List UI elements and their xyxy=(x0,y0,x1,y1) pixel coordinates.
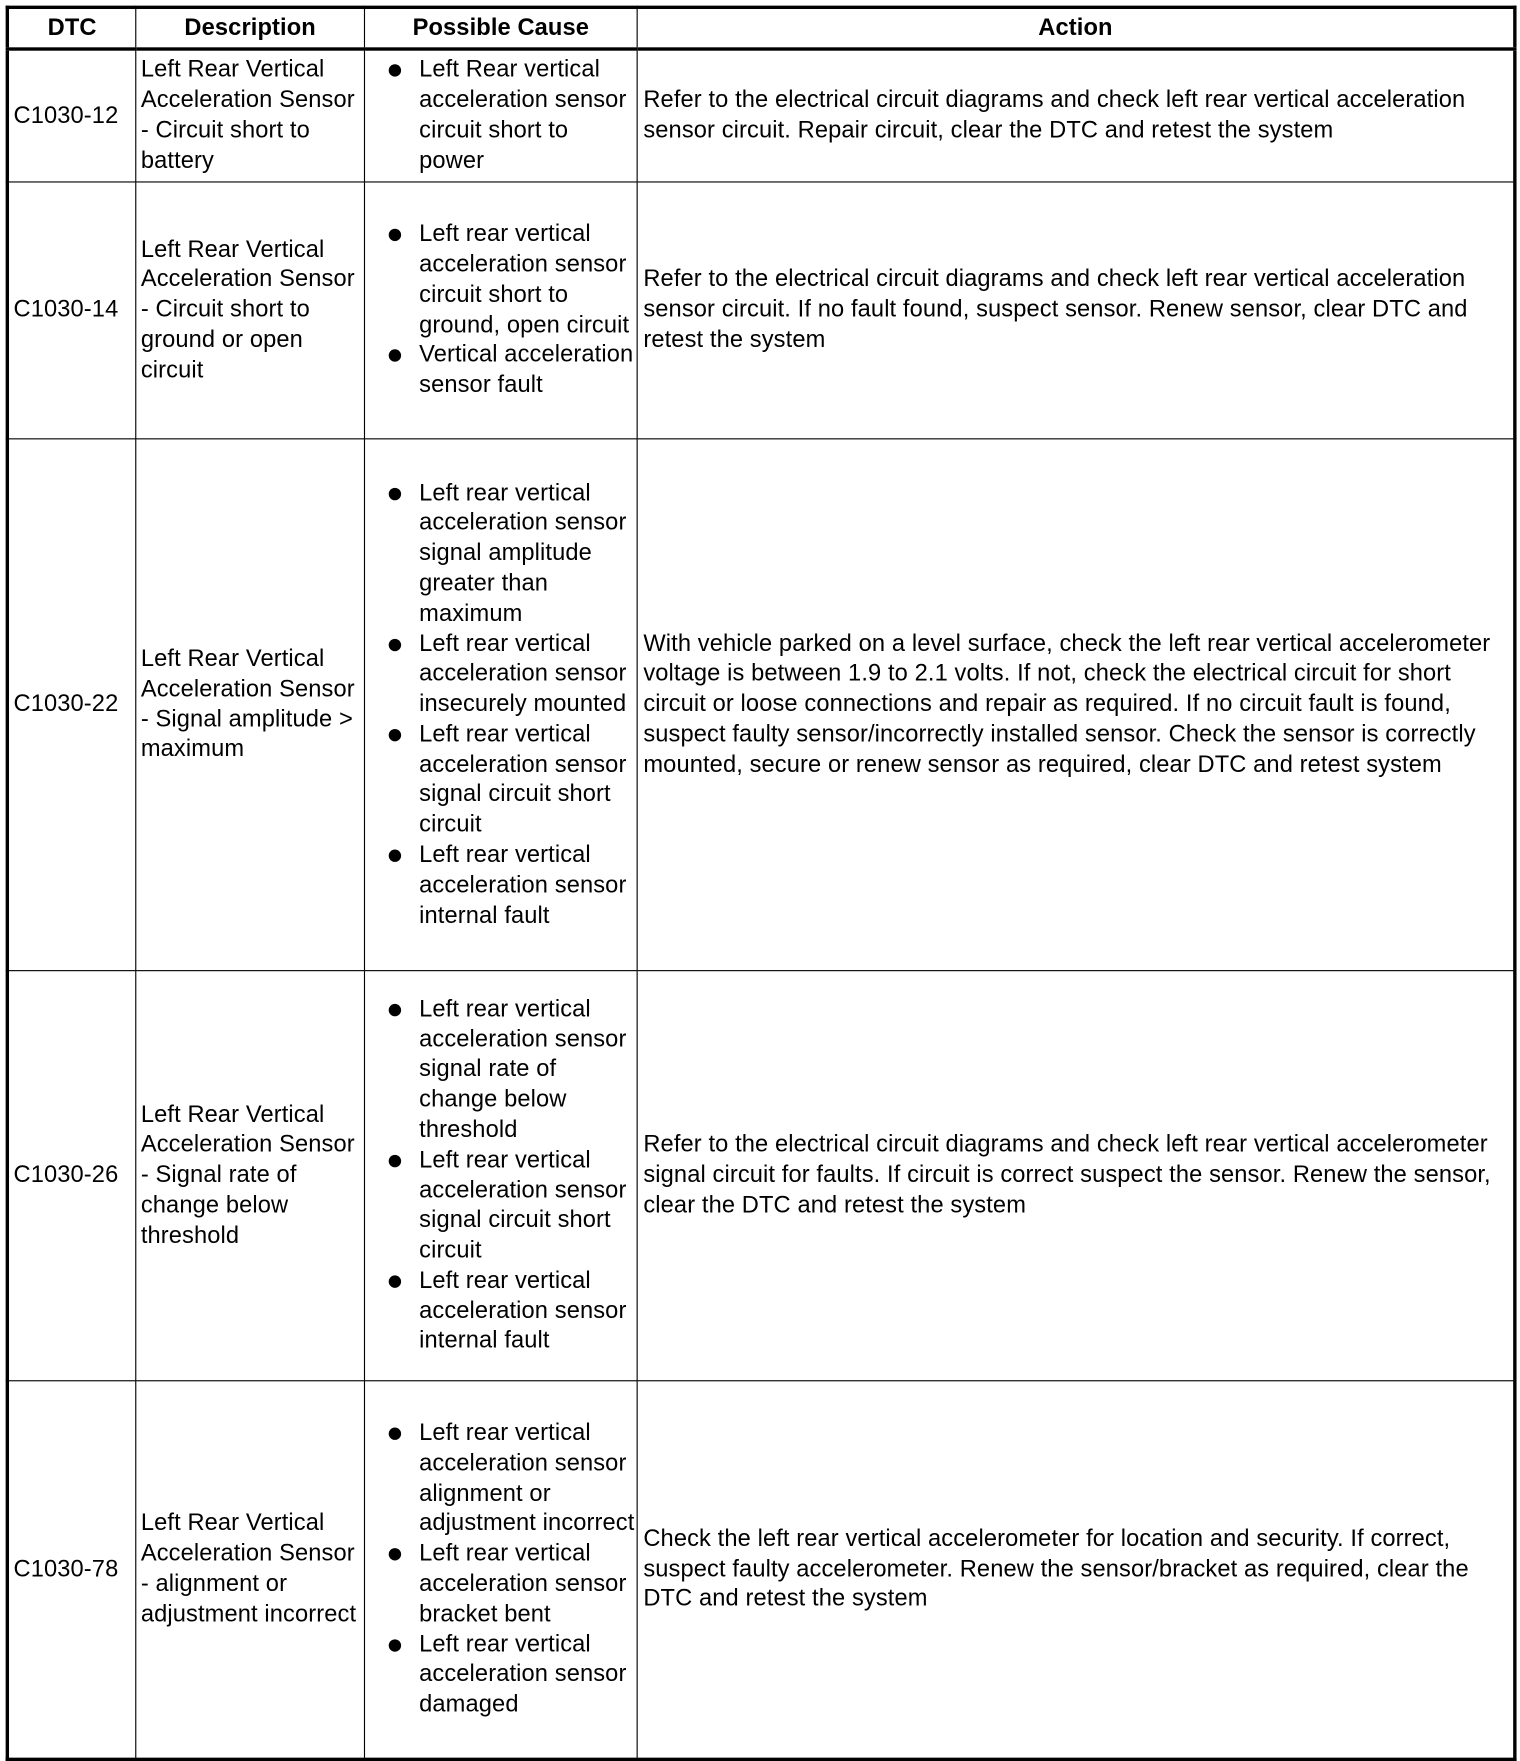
bullet-icon xyxy=(389,1639,401,1651)
table-row xyxy=(7,971,1515,1381)
table-header-row xyxy=(7,7,1515,49)
action-text: Check the left rear vertical accelerometer for location and security. If correct, suspect faulty accelerometer. Renew the sensor/bracket as required, clear the DTC and retest the system xyxy=(637,1381,1515,1760)
dtc-description: Left Rear Vertical Acceleration Sensor - alignment or adjustment incorrect xyxy=(136,1381,365,1760)
cause-item xyxy=(365,1266,637,1357)
bullet-icon xyxy=(389,729,401,741)
cause-item xyxy=(365,1630,637,1721)
cause-list xyxy=(365,992,637,1359)
dtc-description: Left Rear Vertical Acceleration Sensor - Circuit short to ground or open circuit xyxy=(136,182,365,439)
cause-item xyxy=(365,478,637,629)
cause-text: Left rear vertical acceleration sensor signal circuit short circuit xyxy=(419,1146,627,1264)
possible-cause-cell xyxy=(364,1381,637,1760)
dtc-code: C1030-12 xyxy=(7,49,135,182)
bullet-icon xyxy=(389,65,401,77)
action-text: With vehicle parked on a level surface, check the left rear vertical accelerometer voltage is between 1.9 to 2.1 volts. If not, check the electrical circuit for short circuit or loose connections and repair as required. If no circuit fault is found, suspect faulty sensor/incorrectly installed sensor. Check the sensor is correctly mounted, secure or renew sensor as required, clear DTC and retest system xyxy=(637,439,1515,971)
dtc-table xyxy=(6,6,1517,1761)
cause-text: Left rear vertical acceleration sensor internal fault xyxy=(419,1267,627,1354)
action-text: Refer to the electrical circuit diagrams and check left rear vertical acceleration sensor circuit. If no fault found, suspect sensor. Renew sensor, clear DTC and retest the system xyxy=(637,182,1515,439)
bullet-icon xyxy=(389,229,401,241)
cause-item xyxy=(365,341,637,401)
cause-item xyxy=(365,1539,637,1630)
table-row xyxy=(7,182,1515,439)
cause-text: Left rear vertical acceleration sensor internal fault xyxy=(419,841,627,929)
cause-list xyxy=(365,218,637,404)
bullet-icon xyxy=(389,850,401,862)
cause-text: Left rear vertical acceleration sensor bracket bent xyxy=(419,1540,627,1627)
header-description: Description xyxy=(136,7,365,49)
header-dtc: DTC xyxy=(7,7,135,49)
cause-item xyxy=(365,629,637,720)
table-row xyxy=(7,1381,1515,1760)
dtc-code: C1030-78 xyxy=(7,1381,135,1760)
dtc-description: Left Rear Vertical Acceleration Sensor - Signal amplitude > maximum xyxy=(136,439,365,971)
cause-text: Vertical acceleration sensor fault xyxy=(419,341,634,398)
cause-list xyxy=(365,476,637,933)
bullet-icon xyxy=(389,487,401,499)
cause-list xyxy=(365,53,637,178)
cause-text: Left rear vertical acceleration sensor signal rate of change below threshold xyxy=(419,995,627,1143)
possible-cause-cell xyxy=(364,971,637,1381)
cause-item xyxy=(365,995,637,1146)
bullet-icon xyxy=(389,1155,401,1167)
bullet-icon xyxy=(389,1548,401,1560)
cause-text: Left rear vertical acceleration sensor damaged xyxy=(419,1631,627,1718)
cause-item xyxy=(365,841,637,932)
table-row xyxy=(7,439,1515,971)
cause-text: Left rear vertical acceleration sensor signal amplitude greater than maximum xyxy=(419,479,627,627)
header-possible-cause: Possible Cause xyxy=(364,7,637,49)
bullet-icon xyxy=(389,1004,401,1016)
cause-text: Left rear vertical acceleration sensor alignment or adjustment incorrect xyxy=(419,1419,635,1537)
cause-item xyxy=(365,720,637,841)
bullet-icon xyxy=(389,1428,401,1440)
cause-item xyxy=(365,1146,637,1267)
dtc-description: Left Rear Vertical Acceleration Sensor - Signal rate of change below threshold xyxy=(136,971,365,1381)
cause-text: Left rear vertical acceleration sensor signal circuit short circuit xyxy=(419,720,627,838)
possible-cause-cell xyxy=(364,182,637,439)
cause-item xyxy=(365,56,637,177)
cause-text: Left Rear vertical acceleration sensor circuit short to power xyxy=(419,56,627,174)
cause-item xyxy=(365,1419,637,1540)
cause-item xyxy=(365,220,637,341)
possible-cause-cell xyxy=(364,49,637,182)
dtc-code: C1030-22 xyxy=(7,439,135,971)
bullet-icon xyxy=(389,350,401,362)
action-text: Refer to the electrical circuit diagrams and check left rear vertical accelerometer signal circuit for faults. If circuit is correct suspect the sensor. Renew the sensor, clear the DTC and retest the system xyxy=(637,971,1515,1381)
action-text: Refer to the electrical circuit diagrams and check left rear vertical acceleration sensor circuit. Repair circuit, clear the DTC and retest the system xyxy=(637,49,1515,182)
table-row xyxy=(7,49,1515,182)
cause-list xyxy=(365,1416,637,1722)
bullet-icon xyxy=(389,1275,401,1287)
dtc-code: C1030-26 xyxy=(7,971,135,1381)
dtc-code: C1030-14 xyxy=(7,182,135,439)
cause-text: Left rear vertical acceleration sensor insecurely mounted xyxy=(419,630,627,717)
cause-text: Left rear vertical acceleration sensor circuit short to ground, open circuit xyxy=(419,220,630,338)
bullet-icon xyxy=(389,638,401,650)
dtc-description: Left Rear Vertical Acceleration Sensor - Circuit short to battery xyxy=(136,49,365,182)
header-action: Action xyxy=(637,7,1515,49)
possible-cause-cell xyxy=(364,439,637,971)
